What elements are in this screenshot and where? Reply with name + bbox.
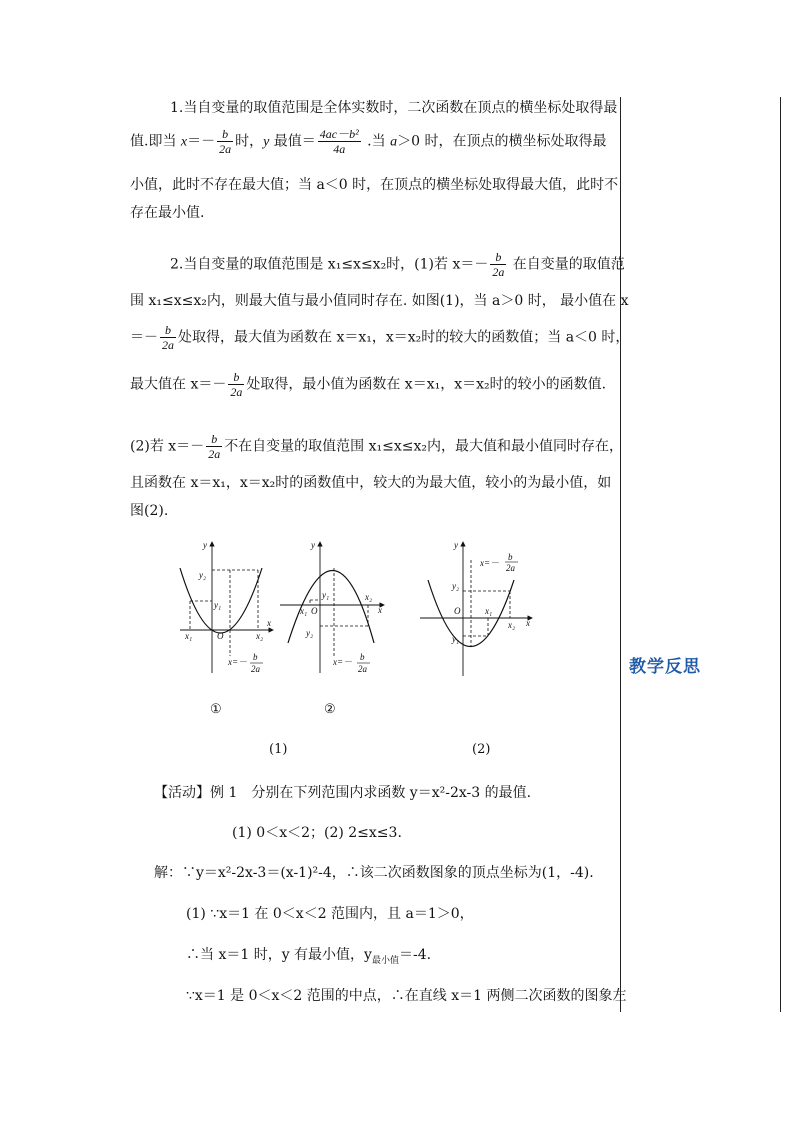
- figure-caption-2: (2): [472, 742, 491, 757]
- svg-text:x: x: [526, 618, 530, 628]
- svg-text:x: x: [378, 605, 382, 615]
- svg-text:2a: 2a: [506, 563, 515, 573]
- activity-line2: (1) 0＜x＜2；(2) 2≤x≤3.: [232, 825, 402, 841]
- svg-text:y₁: y₁: [322, 590, 330, 600]
- graph-1-upward-parabola: [175, 538, 275, 678]
- svg-text:b: b: [508, 552, 513, 562]
- figure-label-circle-2: ②: [324, 702, 336, 717]
- activity-line5: ∴当 x＝1 时，y 有最小值，$y_{最小值}=-4$.: [186, 947, 432, 966]
- svg-text:y: y: [454, 540, 458, 550]
- svg-text:x₂: x₂: [508, 620, 516, 630]
- svg-text:x₂: x₂: [365, 592, 373, 602]
- svg-text:x₁: x₁: [185, 631, 193, 641]
- p1-line2: 值.即当 x＝－ $\frac{b}{2a}$ 时，y 最值＝ $\frac{\text{4ac－b²}}{4a}$ .当 a＞0 时，在顶点的横坐标处取得最: [130, 127, 607, 156]
- p2-line2: 围 x₁≤x≤x₂内，则最大值与最小值同时存在. 如图(1)，当 a＞0 时， 最小值在 x: [130, 293, 629, 309]
- activity-line6: ∵x＝1 是 0＜x＜2 范围的中点，∴在直线 x＝1 两侧二次函数的图象左: [186, 988, 627, 1004]
- svg-text:y₁: y₁: [452, 634, 460, 644]
- svg-text:b: b: [360, 652, 365, 662]
- graph-3-vertex-outside-range: [418, 538, 536, 678]
- figure-caption-1: (1): [269, 742, 288, 757]
- svg-text:O: O: [311, 606, 318, 616]
- p3-line3: 图(2).: [130, 503, 169, 519]
- svg-text:b: b: [253, 652, 258, 662]
- svg-text:x₁: x₁: [300, 606, 308, 616]
- svg-text:y: y: [311, 540, 315, 550]
- svg-text:y₁: y₁: [214, 600, 222, 610]
- svg-text:O: O: [454, 606, 461, 616]
- svg-text:x: x: [267, 618, 271, 628]
- column-divider-main: [620, 97, 621, 1012]
- svg-text:y₂: y₂: [306, 628, 314, 638]
- svg-text:x=－: x=－: [480, 558, 500, 568]
- svg-text:x₂: x₂: [256, 631, 264, 641]
- figure-label-circle-1: ①: [210, 702, 222, 717]
- p2-line1: 2.当自变量的取值范围是 x₁≤x≤x₂时，(1)若 x＝－ $\frac{b}{2a}$ 在自变量的取值范: [170, 250, 625, 279]
- p3-line1: (2)若 x＝－ $\frac{b}{2a}$ 不在自变量的取值范围 x₁≤x≤x₂内，最大值和最小值同时存在，: [130, 432, 624, 461]
- p1-line3: 小值，此时不存在最大值；当 a＜0 时，在顶点的横坐标处取得最大值，此时不: [130, 177, 619, 193]
- activity-line3: 解：∵y＝x²-2x-3＝(x-1)²-4，∴该二次函数图象的顶点坐标为(1，-4).: [154, 865, 594, 881]
- svg-text:O: O: [217, 631, 224, 641]
- svg-text:x=－: x=－: [228, 657, 248, 667]
- activity-line1: 【活动】例 1 分别在下列范围内求函数 y＝x²-2x-3 的最值.: [154, 785, 532, 801]
- column-divider-right: [780, 97, 781, 1012]
- svg-text:x=－: x=－: [333, 657, 353, 667]
- svg-text:y₂: y₂: [199, 570, 207, 580]
- p2-line4: 最大值在 x＝－ $\frac{b}{2a}$ 处取得，最小值为函数在 x＝x₁，x＝x₂时的较小的函数值.: [130, 370, 607, 399]
- graph-2-downward-parabola: [278, 538, 388, 678]
- fraction-vertex-value: $\frac{\text{4ac－b²}}{4a}$: [319, 127, 359, 156]
- p3-line2: 且函数在 x＝x₁，x＝x₂时的函数值中，较大的为最大值，较小的为最小值，如: [130, 475, 612, 491]
- p2-line3: ＝－ $\frac{b}{2a}$ 处取得，最大值为函数在 x＝x₁，x＝x₂时的较大的函数值；当 a＜0 时，: [130, 323, 630, 352]
- svg-text:x₁: x₁: [485, 606, 493, 616]
- p1-line4: 存在最小值.: [130, 205, 205, 221]
- teaching-reflection-title: 教学反思: [629, 657, 701, 677]
- svg-text:y: y: [203, 540, 207, 550]
- fraction-b-over-2a: $\frac{b}{2a}$: [219, 127, 232, 156]
- svg-text:2a: 2a: [251, 664, 260, 674]
- activity-line4: (1) ∵x＝1 在 0＜x＜2 范围内，且 a＝1＞0，: [186, 906, 474, 922]
- svg-text:y₂: y₂: [452, 581, 460, 591]
- svg-text:2a: 2a: [358, 664, 367, 674]
- p1-line1: 1.当自变量的取值范围是全体实数时，二次函数在顶点的横坐标处取得最: [170, 100, 618, 116]
